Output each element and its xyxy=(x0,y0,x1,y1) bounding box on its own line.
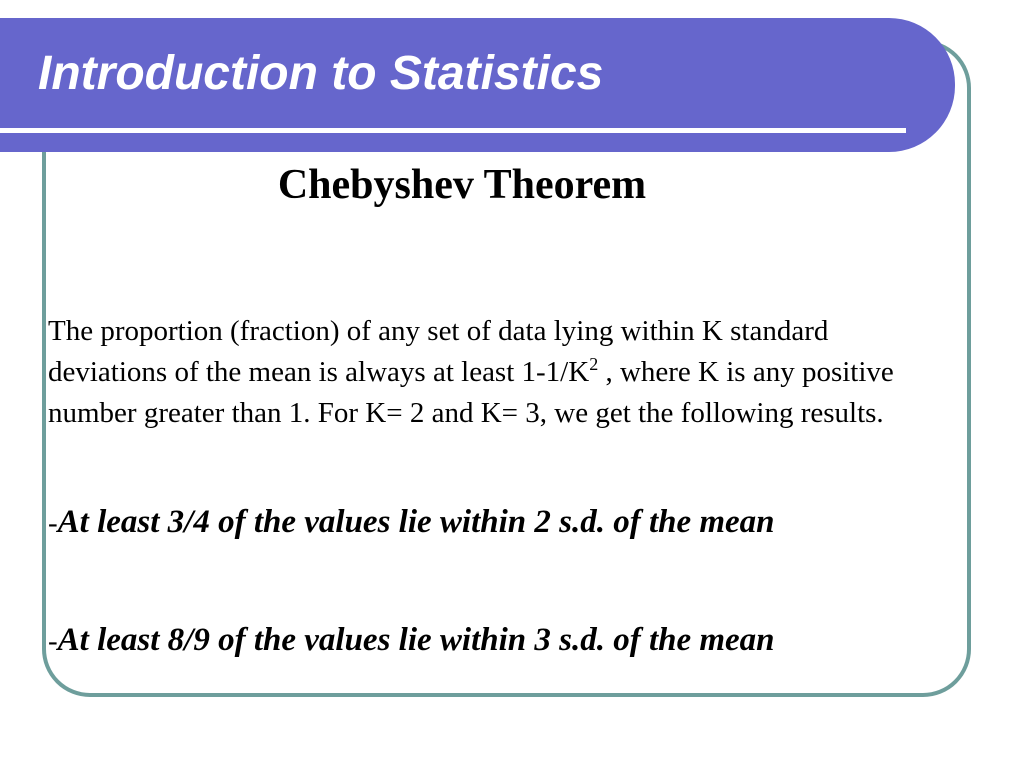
paragraph-text-part2: , where K is any positive number greater than 1. For K= 2 and K= 3, we get the following results. xyxy=(48,356,894,429)
slide-title: Introduction to Statistics xyxy=(38,47,604,100)
bullet-text: At least 3/4 of the values lie within 2 s.d. of the mean xyxy=(57,504,775,540)
bullet-text: At least 8/9 of the values lie within 3 s.d. of the mean xyxy=(57,622,775,658)
bullet-marker: - xyxy=(48,507,58,539)
slide-heading: Chebyshev Theorem xyxy=(277,162,647,208)
title-divider xyxy=(0,128,906,133)
theorem-paragraph xyxy=(48,311,928,434)
paragraph-superscript: 2 xyxy=(589,354,599,374)
result-bullet xyxy=(48,617,908,664)
result-bullet xyxy=(48,499,908,546)
paragraph-text-part1: The proportion (fraction) of any set of data lying within K standard deviations of the mean is always at least 1-1/K xyxy=(48,315,829,388)
bullet-marker: - xyxy=(48,625,58,657)
